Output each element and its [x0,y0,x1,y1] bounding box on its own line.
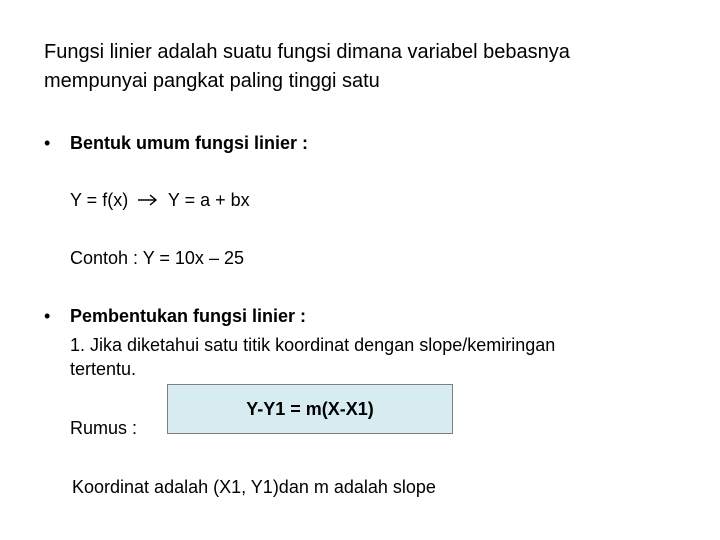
intro-line-2: mempunyai pangkat paling tinggi satu [44,70,380,92]
rumus-label: Rumus : [70,418,138,438]
right-arrow-icon [137,193,159,207]
formula-box [167,384,453,434]
bullet-2: • [44,306,51,326]
bullet-1: • [44,133,51,153]
item-line-2: tertentu. [70,359,137,379]
general-form [70,190,250,211]
item-line-1: 1. Jika diketahui satu titik koordinat dengan slope/kemiringan [70,335,556,355]
intro-text [44,38,570,96]
example-text: Contoh : Y = 10x – 25 [70,248,244,268]
general-form-left: Y = f(x) [70,190,129,210]
general-form-right: Y = a + bx [167,190,250,210]
section1-heading: Bentuk umum fungsi linier : [70,133,309,153]
section2-heading: Pembentukan fungsi linier : [70,306,307,326]
formula-text: Y-Y1 = m(X-X1) [246,399,374,419]
intro-line-1: Fungsi linier adalah suatu fungsi dimana variabel bebasnya [44,41,570,63]
coordinate-note: Koordinat adalah (X1, Y1)dan m adalah slope [72,477,436,497]
